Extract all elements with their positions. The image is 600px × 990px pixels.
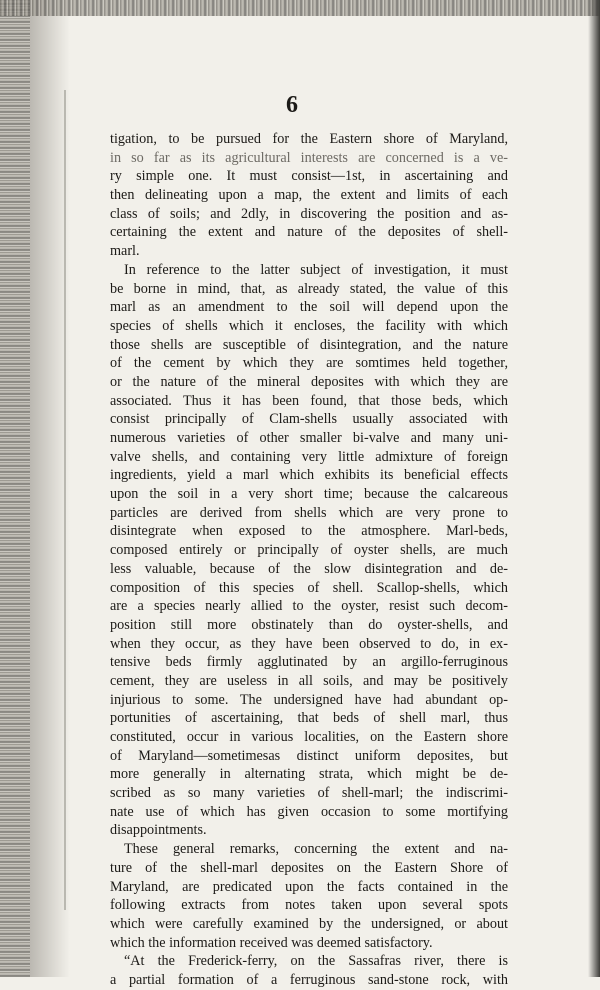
text-line: consist principally of Clam-shells usually associated with [110, 411, 508, 428]
text-line: class of soils; and 2dly, in discovering the position and as- [110, 205, 508, 222]
right-page-edge [588, 0, 600, 977]
text-line: which the information received was deemed satisfactory. [110, 934, 433, 951]
text-line: ry simple one. It must consist—1st, in ascertaining and [110, 168, 508, 185]
text-line: which were carefully examined by the undersigned, or about [110, 915, 508, 932]
text-line: more generally in alternating strata, which might be de- [110, 766, 508, 783]
text-line: composition of this species of shell. Scallop-shells, which [110, 579, 508, 596]
text-line: constituted, occur in various localities, on the Eastern shore [110, 729, 508, 745]
text-line: particles are derived from shells which are very prone to [110, 504, 508, 521]
top-page-edge [0, 0, 600, 16]
text-line: nate use of which has given occasion to some mortifying [110, 803, 508, 820]
text-line: in so far as its agricultural interests are concerned is a ve- [110, 149, 508, 166]
text-line: certaining the extent and nature of the deposites of shell- [110, 224, 508, 241]
text-line: when they occur, as they have been observed to do, in ex- [110, 635, 508, 652]
text-line: disappointments. [110, 822, 207, 839]
margin-rule [64, 90, 66, 910]
text-line: then delineating upon a map, the extent and limits of each [110, 187, 508, 204]
page-number: 6 [286, 92, 298, 118]
text-line: less valuable, because of the slow disintegration and de- [110, 560, 508, 577]
text-line: marl as an amendment to the soil will depend upon the [110, 299, 508, 316]
text-line: cement, they are useless in all soils, and may be positively [110, 672, 508, 689]
text-line: of the cement by which they are somtimes held together, [110, 355, 508, 372]
text-line: injurious to some. The undersigned have had abundant op- [110, 691, 508, 708]
text-line: ingredients, yield a marl which exhibits its beneficial effects [110, 467, 508, 484]
text-line: These general remarks, concerning the extent and na- [124, 841, 508, 858]
text-line: numerous varieties of other smaller bi-valve and many uni- [110, 430, 508, 446]
text-line: tensive beds firmly agglutinated by an argillo-ferruginous [110, 654, 508, 671]
text-line: upon the soil in a very short time; because the calcareous [110, 486, 508, 503]
text-line: composed entirely or principally of oyster shells, are much [110, 542, 508, 559]
text-line: disintegrate when exposed to the atmosphere. Marl-beds, [110, 523, 508, 540]
text-line: scribed as so many varieties of shell-marl; the indiscrimi- [110, 785, 508, 802]
text-line: are a species nearly allied to the oyster, resist such decom- [110, 598, 508, 615]
book-binding-edge [0, 0, 30, 977]
text-line: In reference to the latter subject of investigation, it must [124, 261, 508, 278]
text-line: a partial formation of a ferruginous sand-stone rock, with [110, 971, 508, 988]
text-line: Maryland, are predicated upon the facts contained in the [110, 878, 508, 895]
text-line: of Maryland—sometimesas distinct uniform deposites, but [110, 747, 508, 764]
text-line: ture of the shell-marl deposites on the Eastern Shore of [110, 859, 508, 876]
text-line: those shells are susceptible of disintegration, and the nature [110, 336, 508, 353]
text-line: be borne in mind, that, as already stated, the value of this [110, 280, 508, 297]
text-line: portunities of ascertaining, that beds of shell marl, thus [110, 710, 508, 727]
text-line: tigation, to be pursued for the Eastern shore of Maryland, [110, 131, 508, 147]
text-line: following extracts from notes taken upon several spots [110, 897, 508, 914]
text-line: position still more obstinately than do oyster-shells, and [110, 616, 508, 633]
text-line: species of shells which it encloses, the facility with which [110, 317, 508, 334]
text-line: “At the Frederick-ferry, on the Sassafras river, there is [124, 953, 508, 970]
text-line: associated. Thus it has been found, that those beds, which [110, 392, 508, 409]
body-text [110, 130, 508, 990]
text-line: valve shells, and containing very little admixture of foreign [110, 448, 508, 465]
text-line: marl. [110, 243, 140, 260]
text-line: or the nature of the mineral deposites with which they are [110, 373, 508, 390]
